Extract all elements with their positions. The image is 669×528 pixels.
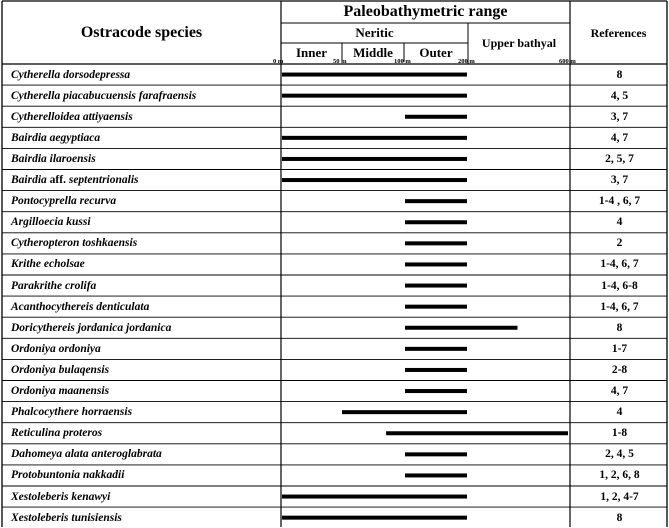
species-name-text: Xestoleberis kenawyi bbox=[11, 490, 111, 503]
depth-range-bar bbox=[405, 326, 518, 330]
zone-outer-header: Outer bbox=[419, 44, 453, 60]
references-cell: 1-4 , 6, 7 bbox=[598, 195, 641, 208]
species-name-text: Krithe echolsae bbox=[11, 258, 85, 271]
depth-tick-label: 200 m bbox=[458, 58, 475, 65]
references-cell: 1-7 bbox=[611, 342, 628, 355]
references-cell: 2-8 bbox=[611, 363, 628, 376]
depth-range-bar bbox=[282, 516, 467, 520]
depth-tick-label: 0 m bbox=[273, 58, 284, 65]
species-name-text: Pontocyprella recurva bbox=[11, 195, 117, 208]
species-epithet: septentrionalis bbox=[68, 174, 139, 187]
species-name bbox=[11, 191, 279, 212]
depth-range-bar bbox=[282, 136, 467, 140]
species-name-text: Protobuntonia nakkadii bbox=[11, 469, 125, 482]
depth-tick-label: 100 m bbox=[394, 58, 411, 65]
species-name-text: Argilloecia kussi bbox=[11, 216, 91, 229]
species-name-text: Ordoniya bulaqensis bbox=[11, 363, 110, 376]
species-name bbox=[11, 148, 279, 169]
species-name-text: Cytherelloidea attiyaensis bbox=[11, 110, 133, 123]
references-cell: 1-4, 6-8 bbox=[601, 279, 638, 292]
references-cell: 1-8 bbox=[611, 427, 628, 440]
species-name bbox=[11, 64, 279, 85]
species-name bbox=[11, 507, 279, 528]
species-name bbox=[11, 359, 279, 380]
species-name bbox=[11, 381, 279, 402]
species-name-text: Xestoleberis tunisiensis bbox=[11, 511, 122, 524]
references-cell: 4 bbox=[616, 406, 623, 419]
references-cell: 1-4, 6, 7 bbox=[600, 258, 639, 271]
species-name-text: Bairdia aegyptiaca bbox=[11, 131, 101, 144]
depth-range-bar bbox=[405, 368, 467, 372]
species-name bbox=[11, 423, 279, 444]
references-cell: 1, 2, 6, 8 bbox=[599, 469, 640, 482]
depth-range-bar bbox=[405, 262, 467, 266]
depth-range-bar bbox=[405, 473, 467, 477]
species-qualifier: aff. bbox=[46, 174, 69, 187]
species-name-text: Ordoniya ordoniya bbox=[11, 342, 101, 355]
species-name bbox=[11, 317, 279, 338]
species-name-text: Cytheropteron toshkaensis bbox=[11, 237, 138, 250]
species-name bbox=[11, 486, 279, 507]
depth-range-bar bbox=[282, 94, 467, 98]
depth-tick-label: 600 m bbox=[559, 58, 576, 65]
species-name-text: Parakrithe crolifa bbox=[11, 279, 97, 292]
references-cell: 4, 5 bbox=[610, 89, 629, 102]
species-name bbox=[11, 444, 279, 465]
depth-range-bar bbox=[405, 305, 467, 309]
depth-range-bar bbox=[405, 347, 467, 351]
species-name bbox=[11, 338, 279, 359]
depth-range-bar bbox=[282, 73, 467, 77]
depth-range-bar bbox=[405, 452, 467, 456]
paleobathymetric-range-header: Paleobathymetric range bbox=[343, 3, 508, 20]
species-name-text: Phalcocythere horraensis bbox=[11, 406, 133, 419]
species-name-text: Bairdia bbox=[11, 174, 47, 187]
depth-range-bar bbox=[386, 431, 568, 435]
species-name bbox=[11, 106, 279, 127]
species-name bbox=[11, 465, 279, 486]
references-cell: 3, 7 bbox=[610, 174, 629, 187]
depth-range-bar bbox=[405, 115, 467, 119]
species-name bbox=[11, 402, 279, 423]
references-cell: 3, 7 bbox=[610, 110, 629, 123]
depth-range-bar bbox=[405, 199, 467, 203]
depth-range-bar bbox=[405, 389, 467, 393]
depth-range-bar bbox=[282, 157, 467, 161]
species-name-text: Reticulina proteros bbox=[11, 427, 103, 440]
references-cell: 4, 7 bbox=[610, 131, 629, 144]
upper-bathyal-header: Upper bathyal bbox=[481, 36, 557, 50]
species-name-text: Doricythereis jordanica jordanica bbox=[11, 321, 172, 334]
species-name bbox=[11, 170, 279, 191]
references-cell: 2, 5, 7 bbox=[605, 152, 634, 165]
depth-range-bar bbox=[282, 495, 467, 499]
references-cell: 8 bbox=[616, 511, 623, 524]
species-name bbox=[11, 85, 279, 106]
depth-range-bar bbox=[405, 220, 467, 224]
references-cell: 1-4, 6, 7 bbox=[600, 300, 639, 313]
species-name-text: Cytherella piacabucuensis farafraensis bbox=[11, 89, 197, 102]
species-name bbox=[11, 127, 279, 148]
species-name-text: Bairdia ilaroensis bbox=[11, 152, 96, 165]
depth-range-bar bbox=[342, 410, 467, 414]
references-cell: 8 bbox=[616, 321, 623, 334]
species-column-header: Ostracode species bbox=[80, 24, 203, 41]
depth-tick-label: 50 m bbox=[333, 58, 347, 65]
references-cell: 8 bbox=[616, 68, 623, 81]
depth-range-bar bbox=[282, 178, 467, 182]
species-name bbox=[11, 275, 279, 296]
references-cell: 2, 4, 5 bbox=[605, 448, 634, 461]
species-name bbox=[11, 296, 279, 317]
depth-range-bar bbox=[405, 241, 467, 245]
species-name-text: Ordoniya maanensis bbox=[11, 385, 110, 398]
neritic-header: Neritic bbox=[355, 24, 394, 40]
species-name bbox=[11, 212, 279, 233]
references-cell: 4 bbox=[616, 216, 623, 229]
species-name bbox=[11, 233, 279, 254]
species-name-text: Acanthocythereis denticulata bbox=[11, 300, 150, 313]
references-column-header: References bbox=[590, 25, 647, 40]
references-cell: 1, 2, 4-7 bbox=[600, 490, 639, 503]
species-name-text: Dahomeya alata anteroglabrata bbox=[11, 448, 162, 461]
species-name-text: Cytherella dorsodepressa bbox=[11, 68, 131, 81]
zone-inner-header: Inner bbox=[295, 44, 328, 60]
depth-range-bar bbox=[405, 284, 467, 288]
references-cell: 2 bbox=[616, 237, 623, 250]
zone-middle-header: Middle bbox=[353, 44, 393, 60]
species-name bbox=[11, 254, 279, 275]
references-cell: 4, 7 bbox=[610, 385, 629, 398]
